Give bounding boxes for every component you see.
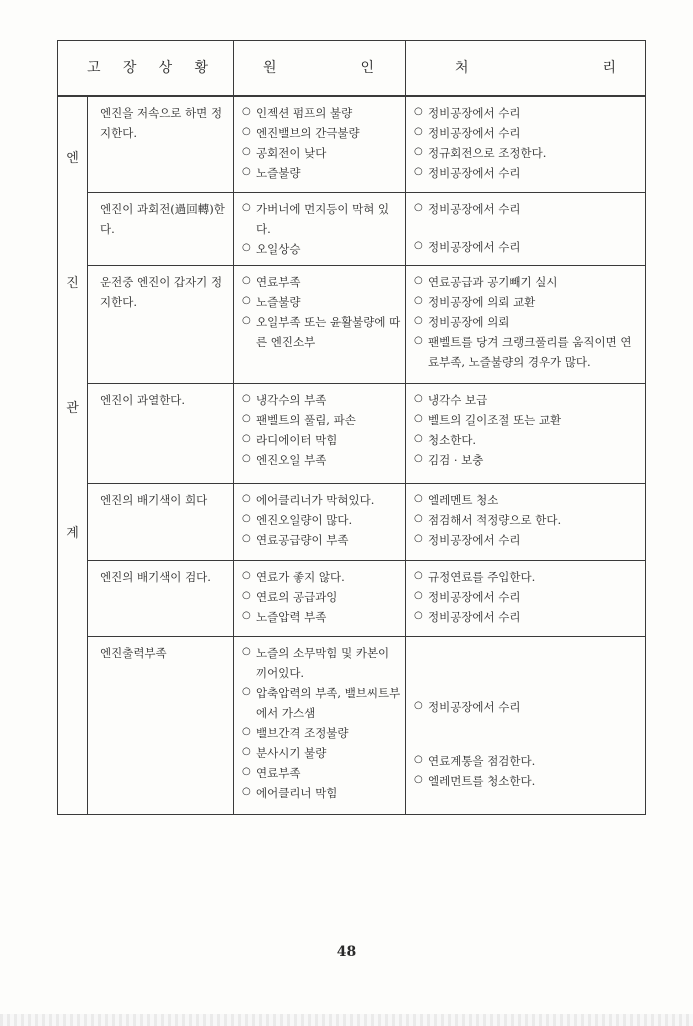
cause-cell — [234, 636, 406, 814]
cause-item: ○ 연료의 공급과잉 — [242, 587, 401, 607]
cause-item: ○ 오일부족 또는 윤활불량에 따른 엔진소부 — [242, 312, 401, 352]
remedy-item: ○ 정비공장에서 수리 — [414, 607, 641, 627]
cause-item: ○ 라디에이터 막힘 — [242, 430, 401, 450]
cause-item: ○ 공회전이 낮다 — [242, 143, 401, 163]
group-label-cell — [58, 96, 88, 814]
group-char: 관 — [66, 401, 79, 417]
remedy-item: ○ 연료공급과 공기빼기 실시 — [414, 272, 641, 292]
remedy-item: ○ 규정연료를 주입한다. — [414, 567, 641, 587]
cause-item: ○ 에어클리너가 막혀있다. — [242, 490, 401, 510]
header-cause — [234, 41, 406, 97]
remedy-item: ○ 정비공장에 의뢰 교환 — [414, 292, 641, 312]
symptom-cell: 엔진을 저속으로 하면 정지한다. — [88, 96, 234, 192]
header-char: 리 — [602, 59, 616, 76]
remedy-item: ○ 정비공장에서 수리 — [414, 103, 641, 123]
cause-item: ○ 연료부족 — [242, 763, 401, 783]
remedy-item: ○ 정비공장에서 수리 — [414, 199, 641, 219]
symptom-cell: 엔진의 배기색이 희다 — [88, 483, 234, 560]
remedy-item: ○ 정비공장에 의뢰 — [414, 312, 641, 332]
remedy-item: ○ 엘레멘트 청소 — [414, 490, 641, 510]
remedy-item: ○ 정비공장에서 수리 — [414, 587, 641, 607]
remedy-item: ○ 점검해서 적정량으로 한다. — [414, 510, 641, 530]
group-char: 진 — [66, 276, 79, 292]
table-row — [58, 96, 646, 192]
cause-item: ○ 냉각수의 부족 — [242, 390, 401, 410]
header-symptom — [58, 41, 234, 97]
header-char: 상 — [158, 59, 175, 76]
cause-item: ○ 인젝션 펌프의 불량 — [242, 103, 401, 123]
header-char: 처 — [455, 59, 469, 76]
cause-item: ○ 노즐불량 — [242, 163, 401, 183]
scan-edge-artifact — [0, 1014, 693, 1026]
table-row — [58, 383, 646, 483]
cause-item: ○ 연료공급량이 부족 — [242, 530, 401, 550]
cause-cell — [234, 483, 406, 560]
cause-item: ○ 연료가 좋지 않다. — [242, 567, 401, 587]
cause-item: ○ 노즐압력 부족 — [242, 607, 401, 627]
remedy-item: ○ 벨트의 길이조절 또는 교환 — [414, 410, 641, 430]
symptom-cell: 운전중 엔진이 갑자기 정지한다. — [88, 265, 234, 383]
remedy-item: ○ 엘레먼트를 청소한다. — [414, 771, 641, 791]
cause-item: ○ 연료부족 — [242, 272, 401, 292]
remedy-cell — [406, 265, 646, 383]
header-char: 원 — [263, 59, 277, 76]
table-row — [58, 265, 646, 383]
remedy-cell — [406, 192, 646, 265]
symptom-cell: 엔진출력부족 — [88, 636, 234, 814]
remedy-item: ○ 정비공장에서 수리 — [414, 123, 641, 143]
cause-item: ○ 엔진오일 부족 — [242, 450, 401, 470]
header-row — [58, 41, 646, 97]
remedy-item: ○ 연료계통을 점검한다. — [414, 751, 641, 771]
cause-item: ○ 분사시기 불량 — [242, 743, 401, 763]
cause-cell — [234, 265, 406, 383]
remedy-cell — [406, 636, 646, 814]
cause-item: ○ 가버너에 먼지등이 막혀 있다. — [242, 199, 401, 239]
symptom-cell: 엔진이 과회전(過回轉)한다. — [88, 192, 234, 265]
header-char: 장 — [122, 59, 139, 76]
table-row — [58, 192, 646, 265]
cause-item: ○ 밸브간격 조정불량 — [242, 723, 401, 743]
remedy-item: ○ 팬벨트를 당겨 크랭크풀리를 움직이면 연료부족, 노즐불량의 경우가 많다. — [414, 332, 641, 372]
cause-item: ○ 엔진밸브의 간극불량 — [242, 123, 401, 143]
header-char: 고 — [87, 59, 103, 76]
cause-item: ○ 압축압력의 부족, 밸브씨트부에서 가스샘 — [242, 683, 401, 723]
cause-cell — [234, 560, 406, 636]
table-row — [58, 560, 646, 636]
cause-item: ○ 노즐의 소무막힘 및 카본이 끼어있다. — [242, 643, 401, 683]
remedy-item: ○ 정규회전으로 조정한다. — [414, 143, 641, 163]
remedy-cell — [406, 483, 646, 560]
table-row — [58, 636, 646, 814]
remedy-item: ○ 김검 · 보충 — [414, 450, 641, 470]
cause-item: ○ 팬벨트의 풀림, 파손 — [242, 410, 401, 430]
header-char: 황 — [194, 59, 210, 76]
remedy-cell — [406, 560, 646, 636]
fault-table — [57, 40, 646, 815]
cause-cell — [234, 383, 406, 483]
remedy-item: ○ 청소한다. — [414, 430, 641, 450]
remedy-cell — [406, 383, 646, 483]
header-char: 인 — [360, 59, 374, 76]
cause-item: ○ 에어클리너 막힘 — [242, 783, 401, 803]
group-char: 엔 — [66, 151, 79, 167]
cause-item: ○ 오일상승 — [242, 239, 401, 259]
symptom-cell: 엔진의 배기색이 검다. — [88, 560, 234, 636]
cause-item: ○ 노즐불량 — [242, 292, 401, 312]
table-row — [58, 483, 646, 560]
remedy-item: ○ 냉각수 보급 — [414, 390, 641, 410]
symptom-cell: 엔진이 과열한다. — [88, 383, 234, 483]
cause-cell — [234, 96, 406, 192]
cause-cell — [234, 192, 406, 265]
group-char: 계 — [66, 526, 79, 542]
remedy-cell — [406, 96, 646, 192]
remedy-item: ○ 정비공장에서 수리 — [414, 697, 641, 717]
remedy-item: ○ 정비공장에서 수리 — [414, 530, 641, 550]
remedy-item: ○ 정비공장에서 수리 — [414, 163, 641, 183]
remedy-item: ○ 정비공장에서 수리 — [414, 237, 641, 257]
cause-item: ○ 엔진오일량이 많다. — [242, 510, 401, 530]
page-number: 48 — [336, 944, 357, 960]
header-remedy — [406, 41, 646, 97]
